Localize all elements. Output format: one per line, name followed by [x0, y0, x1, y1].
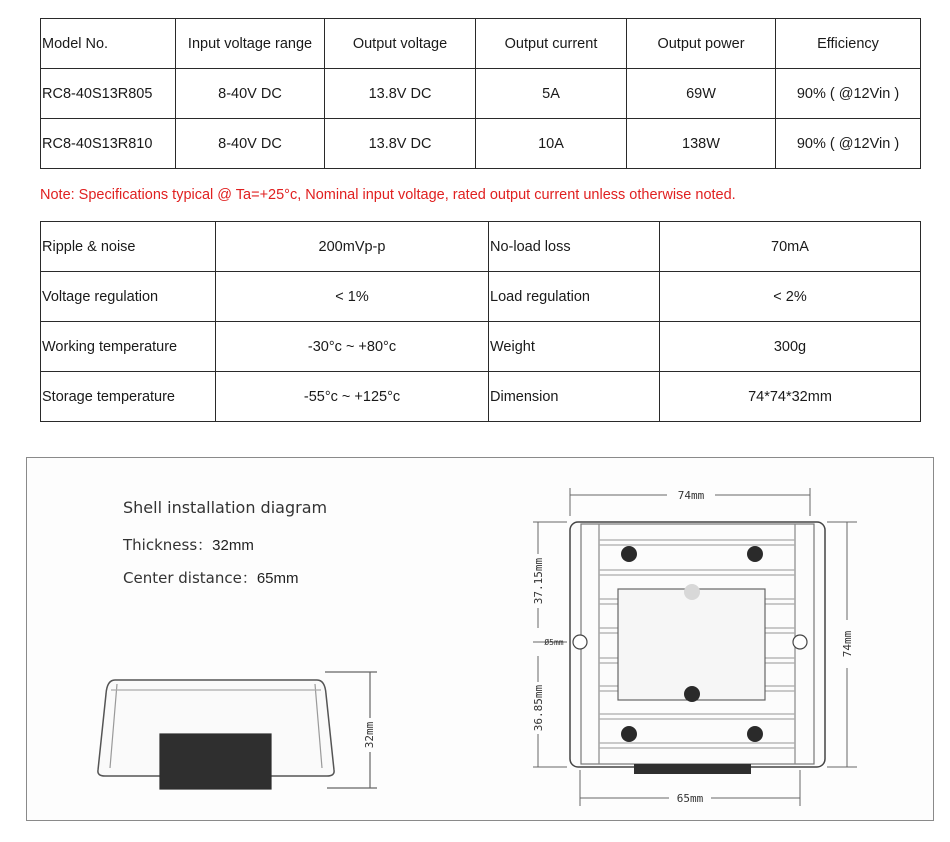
header-output-current: Output current: [476, 19, 627, 69]
header-efficiency: Efficiency: [776, 19, 921, 69]
thickness-label: Thickness：: [123, 536, 213, 554]
param-label: Storage temperature: [41, 372, 216, 422]
param-label: Weight: [489, 322, 660, 372]
cell-output-power: 138W: [627, 119, 776, 169]
cell-output-current: 10A: [476, 119, 627, 169]
param-label: Load regulation: [489, 272, 660, 322]
cell-output-voltage: 13.8V DC: [325, 69, 476, 119]
diagram-drawing: [27, 458, 933, 820]
param-value: -55°c ~ +125°c: [216, 372, 489, 422]
spec-table: [40, 18, 921, 169]
note-text: Note: Specifications typical @ Ta=+25°c, Nominal input voltage, rated output current unless otherwise noted.: [40, 187, 736, 203]
param-value: -30°c ~ +80°c: [216, 322, 489, 372]
upper-offset-label: 37.15mm: [532, 557, 545, 605]
shell-installation-diagram: [26, 457, 934, 821]
header-output-voltage: Output voltage: [325, 19, 476, 69]
param-value: 74*74*32mm: [660, 372, 921, 422]
table-row: [41, 69, 921, 119]
param-label: Ripple & noise: [41, 222, 216, 272]
param-value: 200mVp-p: [216, 222, 489, 272]
cell-efficiency: 90% ( @12Vin ): [776, 69, 921, 119]
param-table: [40, 221, 921, 422]
center-distance-value: 65mm: [256, 570, 299, 587]
cell-model: RC8-40S13R810: [41, 119, 176, 169]
cell-input-voltage: 8-40V DC: [176, 119, 325, 169]
param-label: No-load loss: [489, 222, 660, 272]
cell-model: RC8-40S13R805: [41, 69, 176, 119]
table-row: [41, 119, 921, 169]
header-model: Model No.: [41, 19, 176, 69]
param-value: < 1%: [216, 272, 489, 322]
cell-output-voltage: 13.8V DC: [325, 119, 476, 169]
top-width-label: 74mm: [677, 489, 705, 502]
center-distance-label: Center distance：: [123, 569, 257, 587]
cell-efficiency: 90% ( @12Vin ): [776, 119, 921, 169]
cell-output-current: 5A: [476, 69, 627, 119]
diagram-title: Shell installation diagram: [123, 498, 328, 517]
right-height-label: 74mm: [841, 630, 854, 658]
side-height-label: 32mm: [363, 721, 376, 749]
param-value: 300g: [660, 322, 921, 372]
top-view-connector: [634, 764, 751, 774]
hole-diameter-label: Ø5mm: [544, 638, 564, 647]
param-label: Voltage regulation: [41, 272, 216, 322]
table-row: [41, 272, 921, 322]
param-value: < 2%: [660, 272, 921, 322]
header-output-power: Output power: [627, 19, 776, 69]
bottom-width-label: 65mm: [676, 792, 704, 805]
param-label: Working temperature: [41, 322, 216, 372]
param-value: 70mA: [660, 222, 921, 272]
cell-output-power: 69W: [627, 69, 776, 119]
param-label: Dimension: [489, 372, 660, 422]
side-view-connector: [160, 734, 271, 789]
spec-header-row: [41, 19, 921, 69]
cell-input-voltage: 8-40V DC: [176, 69, 325, 119]
lower-offset-label: 36.85mm: [532, 684, 545, 732]
table-row: [41, 322, 921, 372]
table-row: [41, 222, 921, 272]
label-plate: [618, 589, 765, 700]
table-row: [41, 372, 921, 422]
header-input-voltage: Input voltage range: [176, 19, 325, 69]
thickness-value: 32mm: [212, 537, 254, 554]
